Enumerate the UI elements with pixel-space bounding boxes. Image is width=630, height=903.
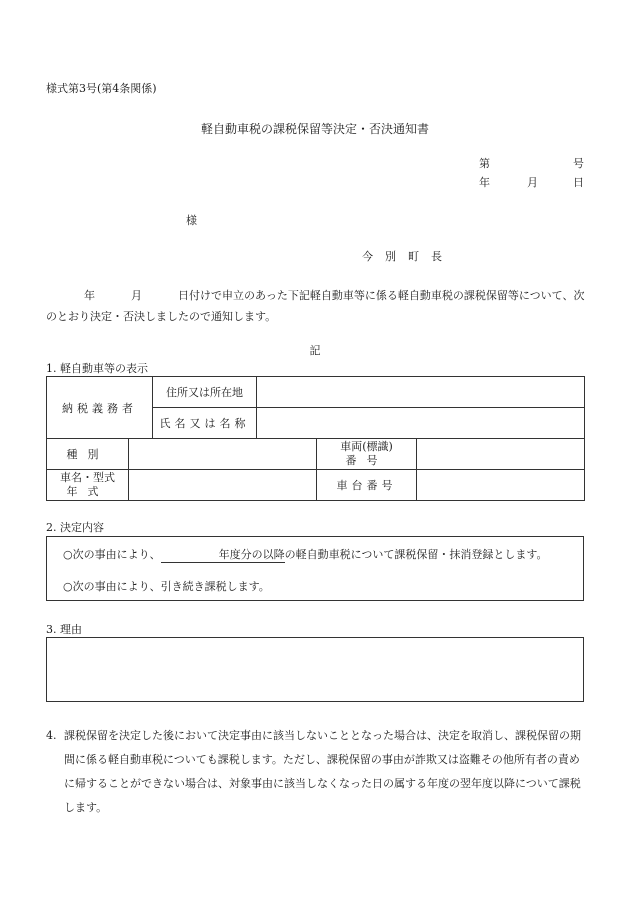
body-month-label: 月 [131, 289, 142, 302]
decision-option-continue[interactable]: ○次の事由により、引き続き課税します。 [63, 580, 270, 593]
taxpayer-label: 納税義務者 [47, 377, 153, 439]
plate-field[interactable] [417, 439, 585, 470]
plate-label [317, 439, 417, 470]
model-label-line1: 車名・型式 [60, 471, 115, 484]
decision-box [46, 536, 584, 601]
type-field[interactable] [129, 439, 317, 470]
type-row [47, 439, 585, 470]
decision-option-suspend[interactable] [63, 546, 548, 563]
section2-heading: 2. 決定内容 [46, 521, 104, 534]
reason-box[interactable] [46, 637, 584, 702]
chassis-field[interactable] [417, 470, 585, 501]
body-text: 日付けで申立のあった下記軽自動車等に係る軽自動車税の課税保留等について、次のとおり決定・否決しましたので通知します。 [46, 289, 585, 323]
name-label: 氏名又は名称 [153, 408, 257, 439]
ki-heading: 記 [309, 344, 321, 357]
notice-body [46, 285, 586, 327]
form-number: 様式第3号(第4条関係) [46, 82, 157, 95]
section1-heading: 1. 軽自動車等の表示 [46, 362, 148, 375]
number-dai-label: 第 [479, 157, 490, 170]
address-label: 住所又は所在地 [153, 377, 257, 408]
date-year-label: 年 [479, 176, 490, 189]
vehicle-table [46, 376, 585, 501]
type-label: 種別 [47, 439, 129, 470]
model-label [47, 470, 129, 501]
address-row [47, 377, 585, 408]
document-title: 軽自動車税の課税保留等決定・否決通知書 [200, 122, 429, 136]
body-year-label: 年 [84, 289, 95, 302]
address-field[interactable] [257, 377, 585, 408]
plate-label-line1: 車両(標識) [340, 440, 393, 453]
name-field[interactable] [257, 408, 585, 439]
number-go-label: 号 [573, 157, 584, 170]
chassis-label: 車台番号 [317, 470, 417, 501]
model-row [47, 470, 585, 501]
model-label-line2: 年式 [66, 485, 109, 498]
plate-label-line2: 番号 [345, 454, 388, 467]
section4-number: 4. [46, 729, 57, 742]
section3-heading: 3. 理由 [46, 623, 82, 636]
option1-prefix: ○次の事由により、 [63, 548, 161, 561]
date-month-label: 月 [527, 176, 538, 189]
model-field[interactable] [129, 470, 317, 501]
option1-suffix: の軽自動車税について課税保留・抹消登録とします。 [284, 548, 548, 561]
option1-fiscal-year-blank: 年度分の以降 [161, 546, 285, 563]
date-day-label: 日 [573, 176, 584, 189]
section4-text: 課税保留を決定した後において決定事由に該当しないこととなった場合は、決定を取消し、課税保留の期間に係る軽自動車税についても課税します。ただし、課税保留の事由が詐欺又は盗難その他所有者の責めに帰することができない場合は、対象事由に該当しなくなった日の属する年度の翌年度以降について課税します。 [64, 729, 581, 814]
section4-note [46, 724, 586, 820]
issuer-name: 今別町長 [362, 250, 454, 263]
recipient-suffix: 様 [186, 214, 197, 227]
